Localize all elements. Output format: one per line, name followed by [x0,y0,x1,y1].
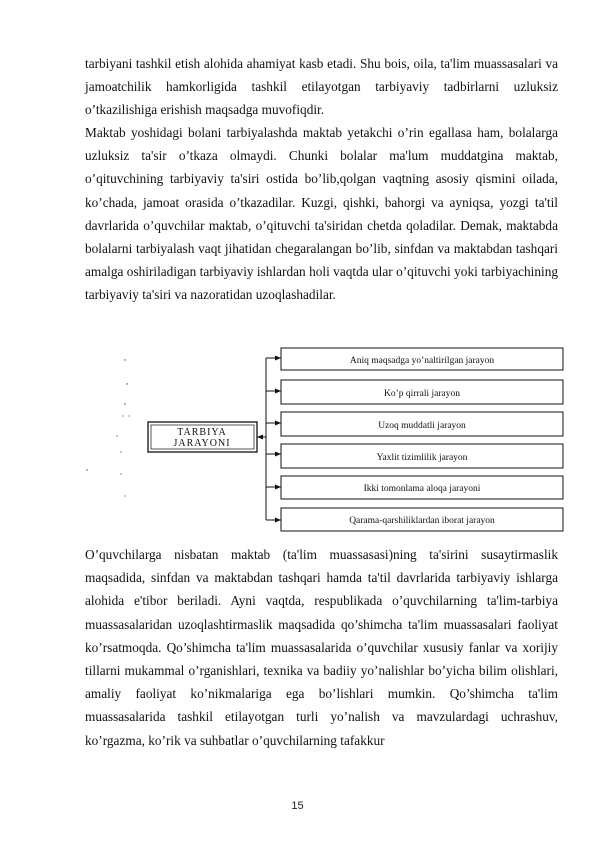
center-label-line2: JARAYONI [173,438,231,449]
diagram-branch-6 [266,508,563,531]
paragraph-3: O’quvchilarga nisbatan maktab (ta'lim muassasasi)ning ta'sirini susaytirmaslik maqsadida, sinfdan va maktabdan tashqari hamda ta'til davrlarida tarbiyaviy ishlarga alohida e'tibor beriladi. Ayni vaqtda, respublikada o’quvchilarning ta'lim-tarbiya muassasalaridan uzoqlashtirmaslik maqsadida qo’shimcha ta'lim muassasalari faoliyat ko’rsatmoqda. Qo’shimcha ta'lim muassasalarida o’quvchilar xususiy fanlar va xorijiy tillarni mukammal o’rganishlari, texnika va badiiy yo’nalishlar bo’yicha bilim olishlari, amaliy faoliyat ko’nikmalariga ega bo’lishlari mumkin. Qo’shimcha ta'lim muassasalarida tashkil etilayotgan turli yo’nalish va mavzulardagi uchrashuv, ko’rgazma, ko’rik va suhbatlar o’quvchilarning tafakkur [85,547,558,748]
diagram-item-4: Yaxlit tizimlilik jarayon [376,453,468,463]
diagram-branch-3 [266,412,563,436]
diagram-item-6: Qarama-qarshiliklardan iborat jarayon [349,516,495,526]
diagram-branch-2 [266,380,563,404]
paragraph-1: tarbiyani tashkil etish alohida ahamiyat kasb etadi. Shu bois, oila, ta'lim muassasalari va jamoatchilik hamkorligida tashkil etilayotgan tarbiyaviy tadbirlarni uzluksiz o’tkazilishiga erishish maqsadga muvofiqdir. [85,56,558,118]
center-label-line1: TARBIYA [177,427,227,438]
diagram-item-5: Ikki tomonlama aloqa jarayoni [363,484,481,494]
paragraph-2: Maktab yoshidagi bolani tarbiyalashda maktab yetakchi o’rin egallasa ham, bolalarga uzluksiz ta'sir o’tkaza olmaydi. Chunki bolalar ma'lum muddatgina maktab, o’qituvchining tarbiyaviy ta'siri ostida bo’lib,qolgan vaqtning asosiy qismini oilada, ko’chada, jamoat orasida o’tkazadilar. Kuzgi, qishki, bahorgi va ayniqsa, yozgi ta'til davrlarida o’quvchilar maktab, o’qituvchi ta'siridan chetda qoladilar. Demak, maktabda bolalarni tarbiyalash vaqt jihatidan chegaralangan bo’lib, sinfdan va maktabdan tashqari amalga oshiriladigan tarbiyaviy ishlardan holi vaqtda ular o’qituvchi yoki tarbiyachining tarbiyaviy ta'siri va nazoratidan uzoqlashadilar. [85,125,558,303]
page-number: 15 [291,800,304,812]
diagram-item-3: Uzoq muddatli jarayon [378,421,466,431]
diagram-item-2: Ko’p qirrali jarayon [384,389,460,399]
diagram-branch-1 [266,348,563,370]
upbringing-process-diagram [85,344,565,534]
center-box [148,422,257,452]
diagram-branch-4 [266,444,563,468]
diagram-branch-5 [266,476,563,499]
diagram-item-1: Aniq maqsadga yo’naltirilgan jarayon [349,356,495,366]
